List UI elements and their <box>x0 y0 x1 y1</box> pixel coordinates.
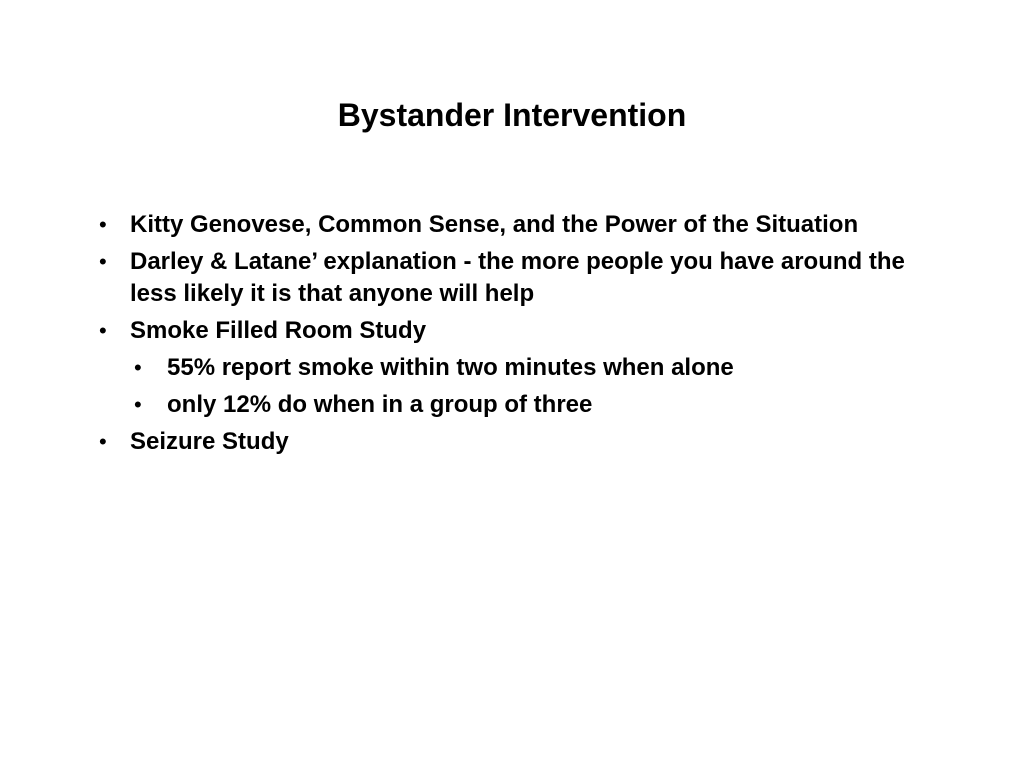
bullet-item <box>97 315 917 347</box>
bullet-icon: • <box>99 429 107 454</box>
bullet-text: only 12% do when in a group of three <box>167 391 593 418</box>
bullet-text: Darley & Latane’ explanation - the more people you have around the less likely it is that anyone will help <box>130 248 905 307</box>
bullet-icon: • <box>99 318 107 343</box>
bullet-text: Kitty Genovese, Common Sense, and the Power of the Situation <box>130 211 859 238</box>
bullet-icon: • <box>134 392 142 417</box>
slide-title: Bystander Intervention <box>337 97 687 133</box>
bullet-item <box>97 426 917 458</box>
bullet-text: 55% report smoke within two minutes when alone <box>167 354 734 381</box>
sub-bullet-item <box>97 352 917 384</box>
bullet-icon: • <box>99 212 107 237</box>
sub-bullet-item <box>97 389 917 421</box>
bullet-icon: • <box>134 355 142 380</box>
bullet-list <box>97 209 917 463</box>
bullet-icon: • <box>99 249 107 274</box>
bullet-item <box>97 209 917 241</box>
bullet-text: Smoke Filled Room Study <box>130 317 427 344</box>
bullet-text: Seizure Study <box>130 428 289 455</box>
bullet-item <box>97 246 917 310</box>
